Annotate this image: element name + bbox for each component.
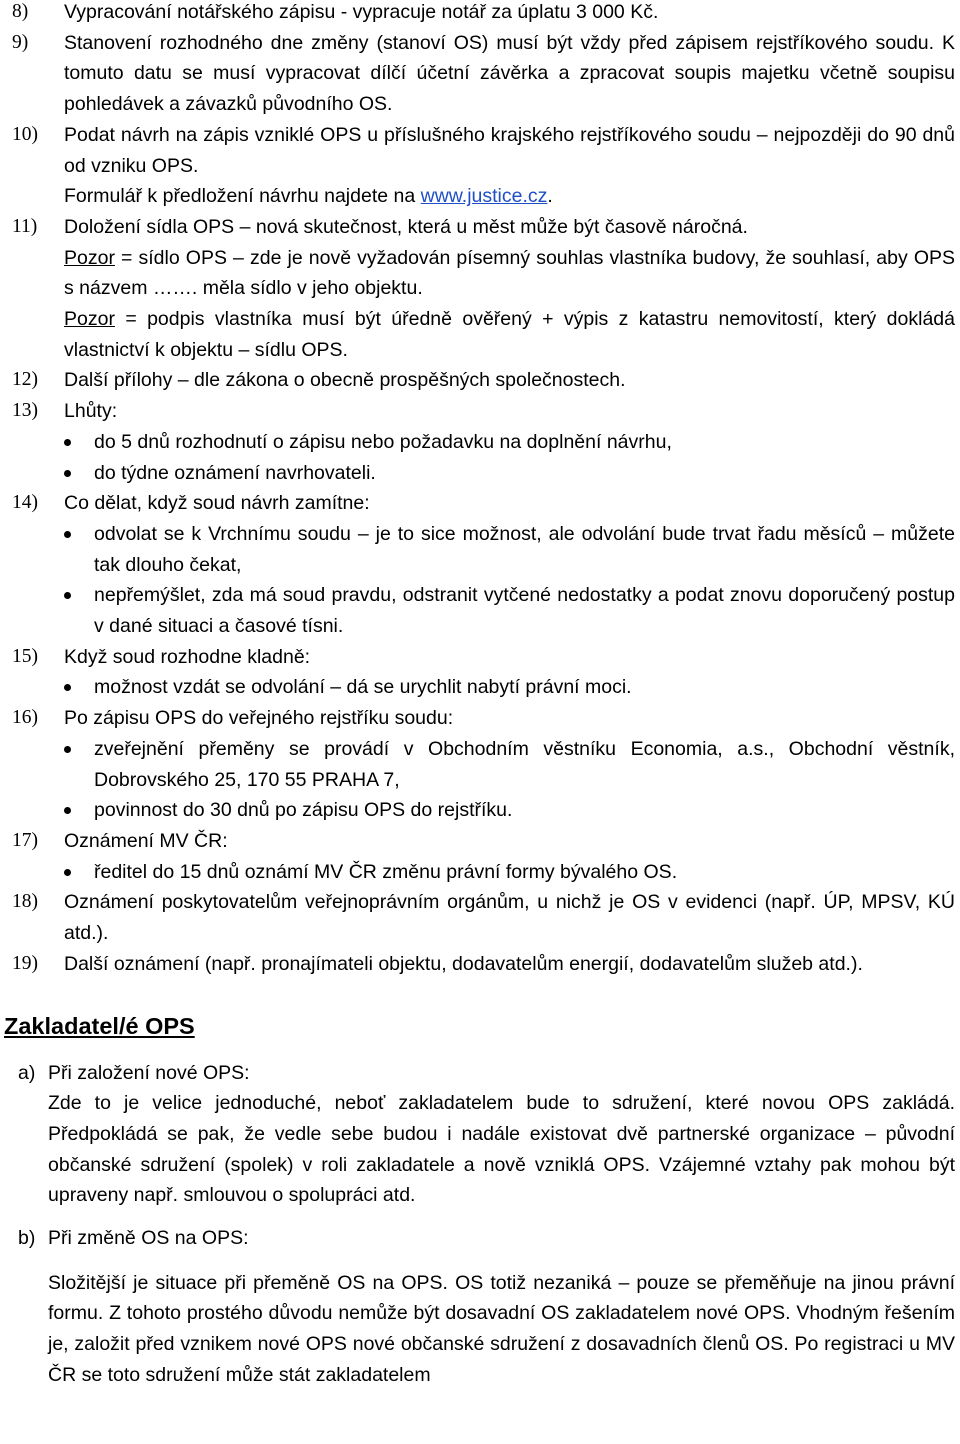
bullet-text: zveřejnění přeměny se provádí v Obchodním věstníku Economia, a.s., Obchodní věstník, Dobrovského 25, 170 55 PRAHA 7, xyxy=(94,737,955,791)
form-note-text: Formulář k předložení návrhu najdete na xyxy=(64,185,421,208)
list-item-11 xyxy=(0,212,960,366)
list-item-14 xyxy=(0,488,960,642)
bullet-icon xyxy=(64,734,94,795)
bullet-item xyxy=(64,734,955,795)
list-item-18 xyxy=(0,887,960,948)
list-item-17 xyxy=(0,826,960,887)
item-number: 14) xyxy=(12,492,38,514)
item-text: Po zápisu OPS do veřejného rejstříku soudu: xyxy=(64,707,454,730)
bullet-text: možnost vzdát se odvolání – dá se urychlit nabytí právní moci. xyxy=(94,676,632,699)
item-text: Podat návrh na zápis vzniklé OPS u příslušného krajského rejstříkového soudu – nejpozději do 90 dnů od vzniku OPS. xyxy=(64,123,955,177)
item-number: 9) xyxy=(12,31,29,53)
list-item-19 xyxy=(0,949,960,980)
section-label: a) xyxy=(18,1061,36,1084)
item-text: Oznámení MV ČR: xyxy=(64,829,228,852)
list-item-15 xyxy=(0,642,960,703)
list-item-16 xyxy=(0,703,960,826)
bullet-item xyxy=(64,672,955,703)
justice-link[interactable]: www.justice.cz xyxy=(420,185,548,208)
bullet-item xyxy=(64,427,955,458)
item-text: Oznámení poskytovatelům veřejnoprávním orgánům, u nichž je OS v evidenci (např. ÚP, MPSV, KÚ atd.). xyxy=(64,891,955,945)
item-number: 15) xyxy=(12,645,38,667)
bullet-text: nepřemýšlet, zda má soud pravdu, odstranit vytčené nedostatky a podat znovu doporučený postup v dané situaci a časové tísni. xyxy=(94,584,955,638)
bullet-text: ředitel do 15 dnů oznámí MV ČR změnu právní formy bývalého OS. xyxy=(94,860,678,883)
bullet-text: povinnost do 30 dnů po zápisu OPS do rejstříku. xyxy=(94,799,513,822)
item-number: 19) xyxy=(12,952,38,974)
founder-section-a xyxy=(0,1058,960,1089)
list-item-13 xyxy=(0,396,960,488)
warning-note-2 xyxy=(64,304,955,365)
bullet-item xyxy=(64,580,955,641)
form-note xyxy=(64,181,955,212)
list-item-12 xyxy=(0,365,960,396)
bullet-icon xyxy=(64,795,94,826)
bullet-icon xyxy=(64,427,94,458)
section-text: Složitější je situace při přeměně OS na OPS. OS totiž nezaniká – pouze se přeměňuje na jinou právní formu. Z tohoto prostého důvodu nemůže být dosavadní OS zakladatelem nové OPS. Vhodným řešením je, založit před vznikem nové OPS nové občanské sdružení z dosavadních členů OS. Po registraci u MV ČR se toto sdružení může stát zakladatelem xyxy=(48,1271,955,1386)
bullet-item xyxy=(64,458,955,489)
bullet-item xyxy=(64,795,955,826)
bullet-item xyxy=(64,519,955,580)
section-text: Zde to je velice jednoduché, neboť zakladatelem bude to sdružení, které novou OPS zakládá. Předpokládá se pak, že vedle sebe budou i nadále existovat dvě partnerské organizace – původní občanské sdružení (spolek) v roli zakladatele a nově vzniklá OPS. Vzájemné vztahy pak mohou být upraveny např. smlouvou o spolupráci atd. xyxy=(48,1092,955,1207)
item-text: Další přílohy – dle zákona o obecně prospěšných společnostech. xyxy=(64,369,626,392)
bullet-text: do 5 dnů rozhodnutí o zápisu nebo požadavku na doplnění návrhu, xyxy=(94,430,672,453)
bullet-text: do týdne oznámení navrhovateli. xyxy=(94,461,376,484)
warning-note-1 xyxy=(64,243,955,304)
warning-text: = podpis vlastníka musí být úředně ověřený + výpis z katastru nemovitostí, který dokládá vlastnictví k objektu – sídlu OPS. xyxy=(64,308,955,361)
list-item-9 xyxy=(0,28,960,120)
warning-label: Pozor xyxy=(64,246,115,269)
item-text: Vypracování notářského zápisu - vypracuje notář za úplatu 3 000 Kč. xyxy=(64,1,659,23)
item-number: 8) xyxy=(12,1,29,22)
item-number: 13) xyxy=(12,400,38,422)
item-text: Stanovení rozhodného dne změny (stanoví OS) musí být vždy před zápisem rejstříkového soudu. K tomuto datu se musí vypracovat dílčí účetní závěrka a zpracovat soupis majetku včetně soupisu pohledávek a závazků původního OS. xyxy=(64,31,955,116)
section-label: b) xyxy=(18,1227,36,1250)
item-number: 17) xyxy=(12,829,38,851)
item-text: Doložení sídla OPS – nová skutečnost, která u měst může být časově náročná. xyxy=(64,215,748,238)
item-number: 16) xyxy=(12,707,38,729)
bullet-icon xyxy=(64,857,94,888)
bullet-item xyxy=(64,857,955,888)
warning-label: Pozor xyxy=(64,308,115,331)
item-text: Lhůty: xyxy=(64,400,118,423)
bullet-icon xyxy=(64,672,94,703)
item-number: 10) xyxy=(12,123,38,145)
bullet-icon xyxy=(64,519,94,580)
list-item-10 xyxy=(0,120,960,212)
form-note-suffix: . xyxy=(547,185,553,208)
bullet-text: odvolat se k Vrchnímu soudu – je to sice možnost, ale odvolání bude trvat řadu měsíců – můžete tak dlouho čekat, xyxy=(94,522,955,576)
bullet-icon xyxy=(64,580,94,641)
item-number: 18) xyxy=(12,891,38,913)
item-text: Další oznámení (např. pronajímateli objektu, dodavatelům energií, dodavatelům služeb atd.). xyxy=(64,952,863,975)
item-number: 12) xyxy=(12,369,38,391)
list-item-8 xyxy=(0,0,960,28)
item-text: Co dělat, když soud návrh zamítne: xyxy=(64,492,370,515)
section-heading: Zakladatel/é OPS xyxy=(4,1012,195,1039)
item-number: 11) xyxy=(12,215,38,237)
item-text: Když soud rozhodne kladně: xyxy=(64,645,311,668)
warning-text: = sídlo OPS – zde je nově vyžadován písemný souhlas vlastníka budovy, že souhlasí, aby OPS s názvem ……. měla sídlo v jeho objektu. xyxy=(64,246,955,300)
bullet-icon xyxy=(64,458,94,489)
founder-section-b xyxy=(0,1223,960,1254)
section-title: Při změně OS na OPS: xyxy=(48,1227,249,1250)
section-title: Při založení nové OPS: xyxy=(48,1061,250,1084)
